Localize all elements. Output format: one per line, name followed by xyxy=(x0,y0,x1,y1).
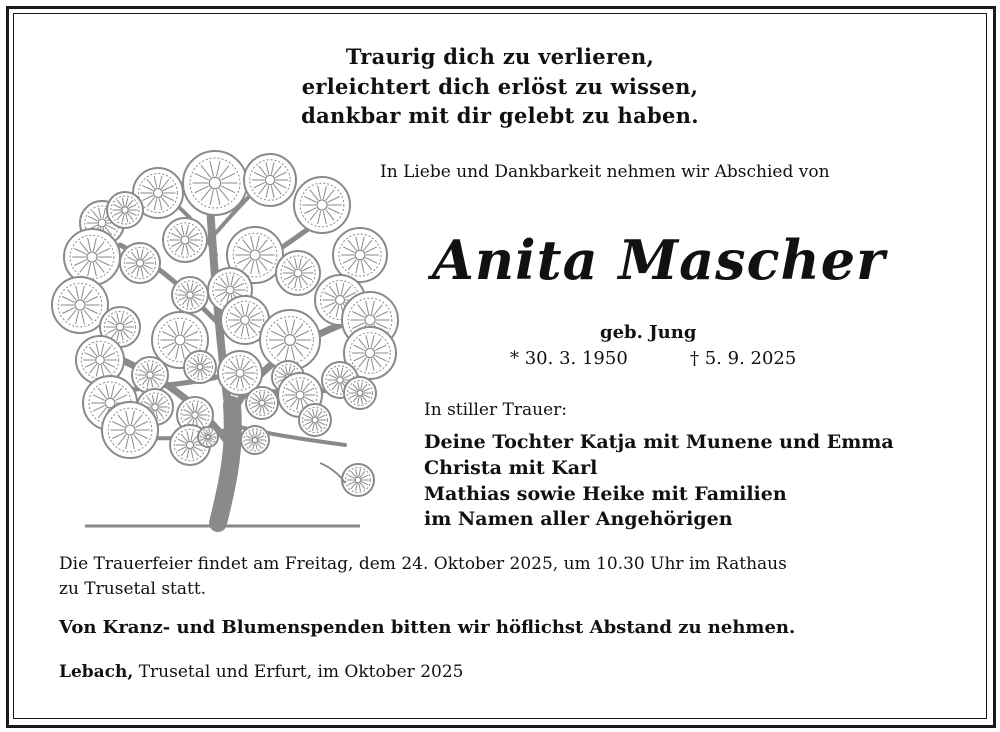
deceased-name: Anita Mascher xyxy=(432,228,886,292)
maiden-name: geb. Jung xyxy=(600,322,697,343)
donation-request: Von Kranz- und Blumenspenden bitten wir höflichst Abstand zu nehmen. xyxy=(59,617,796,638)
poem-line-2: erleichtert dich erlöst zu wissen, xyxy=(301,74,699,99)
place-city: Lebach, xyxy=(59,662,134,682)
death-date: † 5. 9. 2025 xyxy=(690,348,797,369)
farewell-intro: In Liebe und Dankbarkeit nehmen wir Abschied von xyxy=(380,162,830,182)
mourning-label: In stiller Trauer: xyxy=(424,400,567,420)
mourner-line: im Namen aller Angehörigen xyxy=(424,508,733,530)
flower-icon xyxy=(132,357,168,393)
birth-date: * 30. 3. 1950 xyxy=(510,348,628,369)
service-info-line-1: Die Trauerfeier findet am Freitag, dem 24. Oktober 2025, um 10.30 Uhr im Rathaus xyxy=(59,554,787,574)
mourner-line: Mathias sowie Heike mit Familien xyxy=(424,483,787,505)
poem-line-1: Traurig dich zu verlieren, xyxy=(345,44,655,69)
mourner-line: Deine Tochter Katja mit Munene und Emma xyxy=(424,431,894,453)
place-and-date xyxy=(59,662,463,682)
place-rest: Trusetal und Erfurt, im Oktober 2025 xyxy=(138,662,464,682)
poem-line-3: dankbar mit dir gelebt zu haben. xyxy=(301,103,699,128)
mourner-line: Christa mit Karl xyxy=(424,457,598,479)
service-info-line-2: zu Trusetal statt. xyxy=(59,579,207,599)
tree-of-life-icon xyxy=(40,145,420,535)
